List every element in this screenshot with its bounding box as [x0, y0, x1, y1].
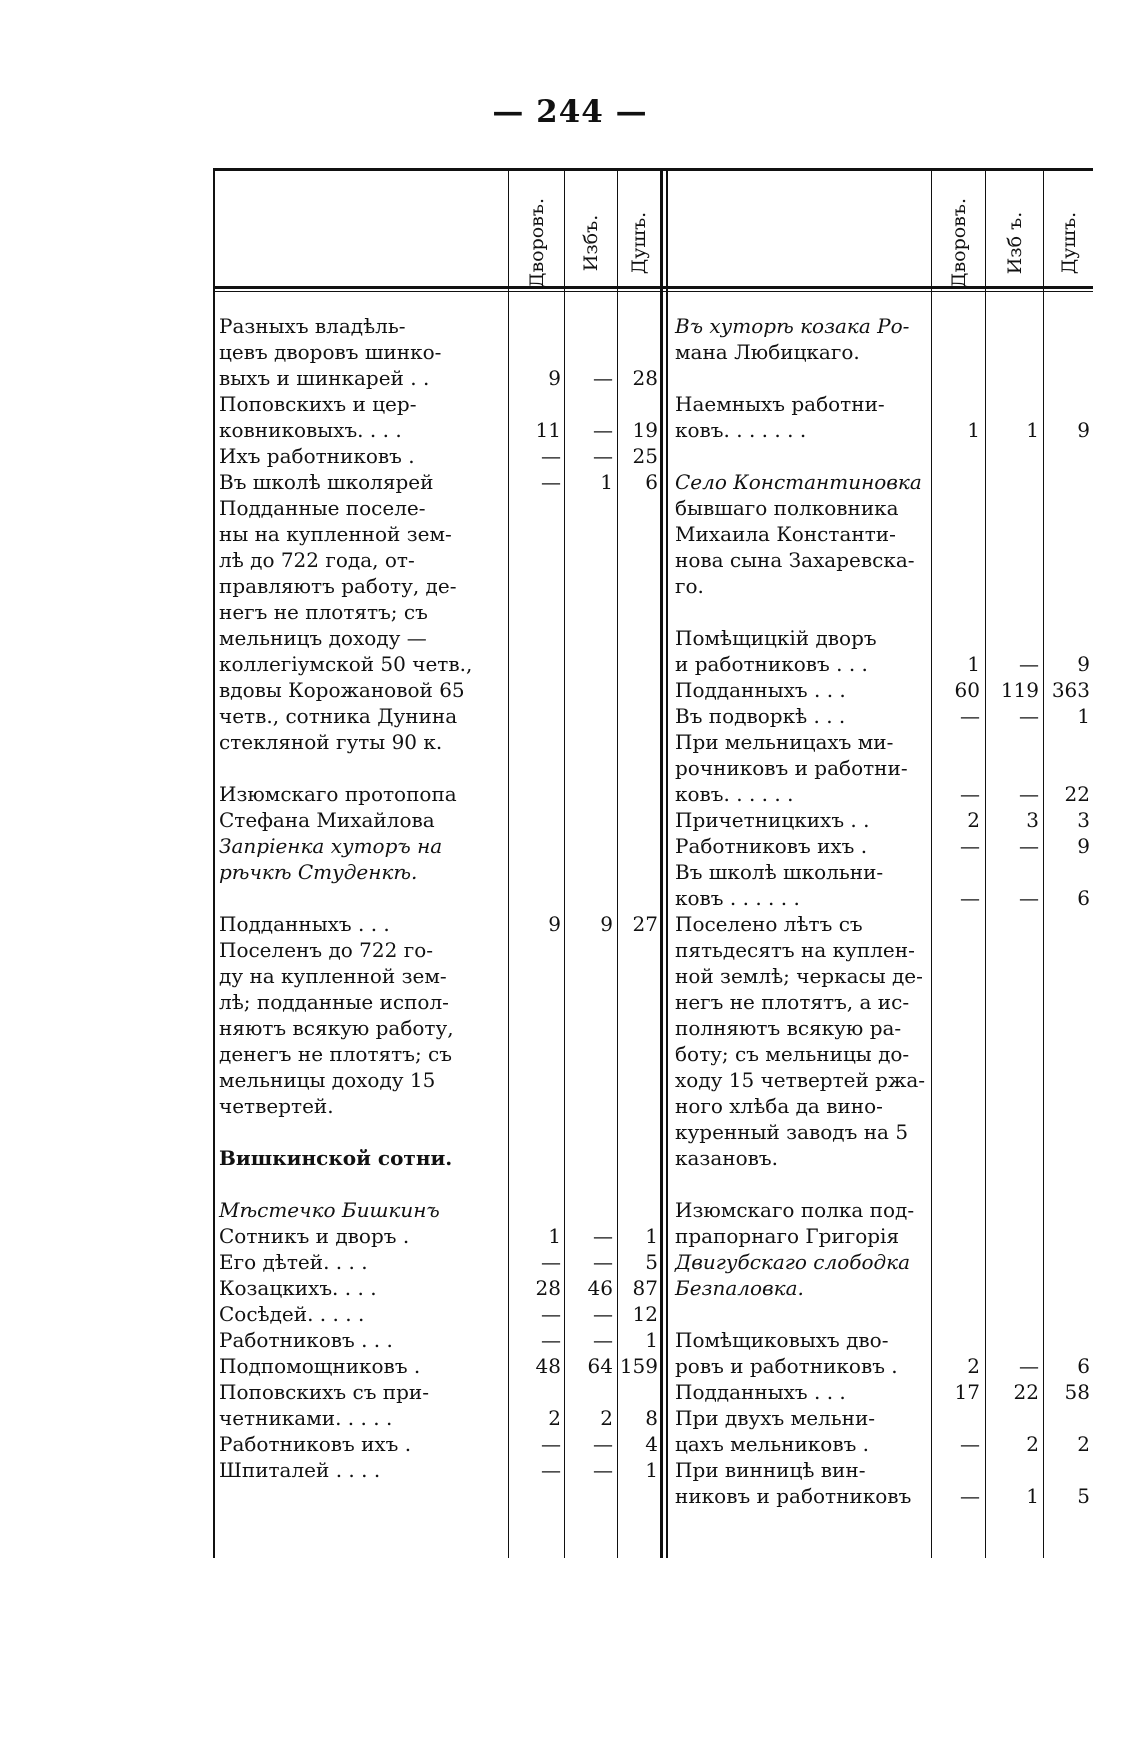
left-text-line: правляютъ работу, де- — [219, 574, 457, 598]
right-number-cell: — — [1019, 652, 1039, 676]
right-number-cell: 5 — [1077, 1484, 1090, 1508]
right-text-line: цахъ мельниковъ . — [675, 1432, 870, 1456]
left-text-line: Козацкихъ. . . . — [219, 1276, 377, 1300]
right-text-line: прапорнаго Григорія — [675, 1224, 900, 1248]
left-text-line: Стефана Михайлова — [219, 808, 435, 832]
right-text-line: Подданныхъ . . . — [675, 678, 846, 702]
left-number-cell: — — [541, 444, 561, 468]
left-number-cell: 25 — [632, 444, 658, 468]
left-text-line: Поповскихъ съ при- — [219, 1380, 430, 1404]
left-number-cell: — — [593, 1432, 613, 1456]
right-number-cell: 1 — [967, 652, 980, 676]
left-text-line: четвертей. — [219, 1094, 334, 1118]
right-text-line: бывшаго полковника — [675, 496, 899, 520]
left-text-line: мельницъ доходу — — [219, 626, 427, 650]
right-text-line: боту; съ мельницы до- — [675, 1042, 910, 1066]
left-number-cell: — — [541, 1432, 561, 1456]
left-number-cell: 6 — [645, 470, 658, 494]
left-number-cell: — — [541, 1458, 561, 1482]
right-text-line: куренный заводъ на 5 — [675, 1120, 909, 1144]
left-number-cell: 4 — [645, 1432, 658, 1456]
right-text-line: Изюмскаго полка под- — [675, 1198, 915, 1222]
right-number-cell: 60 — [954, 678, 980, 702]
right-text-line: Безпаловка. — [675, 1276, 804, 1300]
left-number-cell: 46 — [587, 1276, 613, 1300]
left-text-line: Въ школѣ школярей — [219, 470, 434, 494]
left-text-line: четв., сотника Дунина — [219, 704, 458, 728]
left-text-line: негъ не плотятъ; съ — [219, 600, 428, 624]
left-number-cell: 19 — [632, 418, 658, 442]
left-number-cell: 28 — [632, 366, 658, 390]
right-text-line: Причетницкихъ . . — [675, 808, 870, 832]
right-text-line: рочниковъ и работни- — [675, 756, 908, 780]
left-number-cell: — — [593, 1458, 613, 1482]
left-text-line: Мѣстечко Бишкинъ — [219, 1198, 440, 1222]
left-number-cell: 64 — [587, 1354, 613, 1378]
right-text-line: ного хлѣба да вино- — [675, 1094, 883, 1118]
left-number-cell: — — [593, 366, 613, 390]
right-col-divider-3 — [1043, 168, 1044, 1558]
right-number-cell: 22 — [1013, 1380, 1039, 1404]
right-text-line: пятьдесятъ на куплен- — [675, 938, 915, 962]
left-number-cell: 159 — [619, 1354, 658, 1378]
right-number-cell: 1 — [1026, 418, 1039, 442]
left-text-line: няютъ всякую работу, — [219, 1016, 454, 1040]
left-text-line: Изюмскаго протопопа — [219, 782, 457, 806]
right-text-line: негъ не плотятъ, а ис- — [675, 990, 910, 1014]
left-text-line: выхъ и шинкарей . . — [219, 366, 430, 390]
right-col-divider-2 — [985, 168, 986, 1558]
left-number-cell: 28 — [535, 1276, 561, 1300]
right-text-line: ковъ. . . . . . . — [675, 418, 807, 442]
header-right-izb: Изб ъ. — [1003, 211, 1026, 275]
right-number-cell: — — [960, 834, 980, 858]
left-number-cell: 2 — [600, 1406, 613, 1430]
right-text-line: полняютъ всякую ра- — [675, 1016, 902, 1040]
right-text-line: При мельницахъ ми- — [675, 730, 894, 754]
right-number-cell: 1 — [967, 418, 980, 442]
right-text-line: ной землѣ; черкасы де- — [675, 964, 923, 988]
left-number-cell: — — [593, 418, 613, 442]
right-number-cell: 119 — [1000, 678, 1039, 702]
left-text-line: ны на купленной зем- — [219, 522, 452, 546]
right-number-cell: 2 — [1077, 1432, 1090, 1456]
left-number-cell: — — [541, 1302, 561, 1326]
table-top-rule — [213, 168, 1093, 171]
right-number-cell: 2 — [967, 808, 980, 832]
right-number-cell: 1 — [1026, 1484, 1039, 1508]
right-number-cell: 6 — [1077, 886, 1090, 910]
right-col-divider-1 — [931, 168, 932, 1558]
right-text-line: Въ школѣ школьни- — [675, 860, 884, 884]
center-double-rule-b — [666, 168, 668, 1558]
right-number-cell: — — [960, 886, 980, 910]
center-double-rule-a — [660, 168, 663, 1558]
left-number-cell: 27 — [632, 912, 658, 936]
left-number-cell: 5 — [645, 1250, 658, 1274]
left-text-line: Поповскихъ и цер- — [219, 392, 417, 416]
right-text-line: го. — [675, 574, 704, 598]
right-text-line: ровъ и работниковъ . — [675, 1354, 898, 1378]
left-number-cell: 1 — [645, 1458, 658, 1482]
left-number-cell: 48 — [535, 1354, 561, 1378]
right-text-line: ковъ . . . . . . — [675, 886, 800, 910]
right-text-line: Поселено лѣтъ съ — [675, 912, 863, 936]
census-table — [213, 168, 1093, 1758]
right-text-line: Двигубскаго слободка — [675, 1250, 911, 1274]
left-number-cell: 9 — [548, 366, 561, 390]
right-number-cell: 2 — [967, 1354, 980, 1378]
right-text-line: нова сына Захаревска- — [675, 548, 915, 572]
left-text-line: лѣ до 722 года, от- — [219, 548, 415, 572]
left-text-line: мельницы доходу 15 — [219, 1068, 436, 1092]
header-left-izb: Избъ. — [580, 214, 602, 272]
left-border — [213, 168, 215, 1558]
left-number-cell: 87 — [632, 1276, 658, 1300]
right-text-line: Наемныхъ работни- — [675, 392, 885, 416]
left-text-line: ду на купленной зем- — [219, 964, 447, 988]
left-text-line: Работниковъ . . . — [219, 1328, 393, 1352]
left-number-cell: 8 — [645, 1406, 658, 1430]
left-number-cell: 1 — [645, 1224, 658, 1248]
left-number-cell: 1 — [548, 1224, 561, 1248]
right-number-cell: — — [1019, 782, 1039, 806]
left-number-cell: 12 — [632, 1302, 658, 1326]
left-text-line: Сотникъ и дворъ . — [219, 1224, 410, 1248]
right-text-line: мана Любицкаго. — [675, 340, 860, 364]
left-number-cell: 1 — [600, 470, 613, 494]
right-text-line: Помѣщиковыхъ дво- — [675, 1328, 889, 1352]
header-right-dush: Душъ. — [1057, 211, 1080, 275]
right-number-cell: — — [960, 1484, 980, 1508]
left-number-cell: — — [593, 1250, 613, 1274]
left-text-line: денегъ не плотятъ; съ — [219, 1042, 452, 1066]
right-text-line: При винницѣ вин- — [675, 1458, 866, 1482]
left-text-line: Подданныхъ . . . — [219, 912, 390, 936]
left-number-cell: — — [593, 1302, 613, 1326]
left-number-cell: 1 — [645, 1328, 658, 1352]
left-text-line: Его дѣтей. . . . — [219, 1250, 368, 1274]
left-text-line: Сосѣдей. . . . . — [219, 1302, 365, 1326]
left-text-line: Запріенка хуторъ на — [219, 834, 443, 858]
right-number-cell: 6 — [1077, 1354, 1090, 1378]
right-number-cell: 3 — [1077, 808, 1090, 832]
left-text-line: вдовы Корожановой 65 — [219, 678, 465, 702]
right-number-cell: — — [1019, 886, 1039, 910]
left-number-cell: 11 — [535, 418, 561, 442]
header-left-dvorov: Дворовъ. — [526, 197, 548, 289]
page-number: — 244 — — [492, 94, 648, 130]
left-text-line: Шпиталей . . . . — [219, 1458, 381, 1482]
header-left-dush: Душъ. — [628, 211, 650, 275]
left-text-line: стекляной гуты 90 к. — [219, 730, 443, 754]
header-right-dvorov: Дворовъ. — [947, 197, 970, 289]
left-number-cell: — — [593, 1328, 613, 1352]
right-text-line: Работниковъ ихъ . — [675, 834, 868, 858]
left-number-cell: — — [593, 444, 613, 468]
left-number-cell: 2 — [548, 1406, 561, 1430]
right-number-cell: 58 — [1064, 1380, 1090, 1404]
right-number-cell: — — [1019, 834, 1039, 858]
right-number-cell: 9 — [1077, 418, 1090, 442]
left-text-line: рѣчкѣ Студенкѣ. — [219, 860, 418, 884]
left-number-cell: — — [541, 470, 561, 494]
right-text-line: Въ подворкѣ . . . — [675, 704, 846, 728]
left-number-cell: — — [541, 1250, 561, 1274]
left-text-line: Ихъ работниковъ . — [219, 444, 415, 468]
right-text-line: Помѣщицкій дворъ — [675, 626, 877, 650]
right-text-line: Михаила Константи- — [675, 522, 896, 546]
right-number-cell: 9 — [1077, 652, 1090, 676]
right-number-cell: 363 — [1051, 678, 1090, 702]
right-text-line: ковъ. . . . . . — [675, 782, 794, 806]
left-text-line: цевъ дворовъ шинко- — [219, 340, 442, 364]
left-text-line: Вишкинской сотни. — [219, 1146, 453, 1170]
left-number-cell: — — [593, 1224, 613, 1248]
right-number-cell: — — [960, 782, 980, 806]
left-text-line: ковниковыхъ. . . . — [219, 418, 402, 442]
right-text-line: При двухъ мельни- — [675, 1406, 876, 1430]
right-text-line: и работниковъ . . . — [675, 652, 868, 676]
right-text-line: никовъ и работниковъ — [675, 1484, 912, 1508]
left-text-line: Работниковъ ихъ . — [219, 1432, 412, 1456]
right-text-line: ходу 15 четвертей ржа- — [675, 1068, 926, 1092]
right-text-line: Подданныхъ . . . — [675, 1380, 846, 1404]
right-text-line: Въ хуторѣ козака Ро- — [675, 314, 910, 338]
right-number-cell: — — [1019, 704, 1039, 728]
left-number-cell: 9 — [548, 912, 561, 936]
right-text-line: казановъ. — [675, 1146, 778, 1170]
right-number-cell: 3 — [1026, 808, 1039, 832]
left-text-line: лѣ; подданные испол- — [219, 990, 449, 1014]
left-number-cell: 9 — [600, 912, 613, 936]
right-number-cell: 17 — [954, 1380, 980, 1404]
left-text-line: коллегіумской 50 четв., — [219, 652, 473, 676]
right-number-cell: — — [1019, 1354, 1039, 1378]
left-text-line: Подпомощниковъ . — [219, 1354, 421, 1378]
left-text-line: Разныхъ владѣль- — [219, 314, 406, 338]
right-number-cell: 1 — [1077, 704, 1090, 728]
right-number-cell: 9 — [1077, 834, 1090, 858]
right-number-cell: 22 — [1064, 782, 1090, 806]
right-text-line: Село Константиновка — [675, 470, 922, 494]
left-number-cell: — — [541, 1328, 561, 1352]
left-text-line: Подданные поселе- — [219, 496, 426, 520]
right-number-cell: 2 — [1026, 1432, 1039, 1456]
right-number-cell: — — [960, 1432, 980, 1456]
right-number-cell: — — [960, 704, 980, 728]
left-text-line: четниками. . . . . — [219, 1406, 393, 1430]
left-text-line: Поселенъ до 722 го- — [219, 938, 433, 962]
